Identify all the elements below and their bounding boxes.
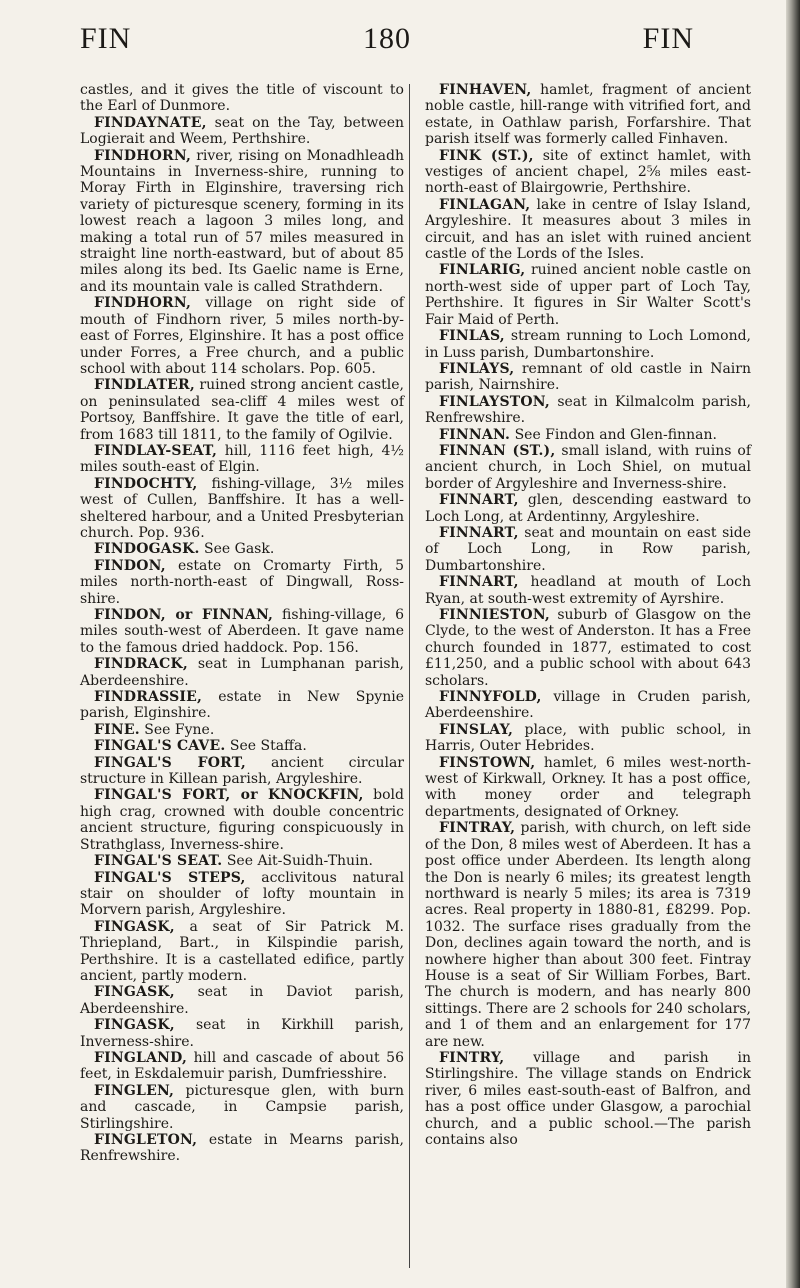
entry-headword: FINDHORN, <box>94 147 192 164</box>
entry-headword: FINGLETON, <box>94 1132 198 1148</box>
dictionary-entry <box>425 722 751 755</box>
entry-headword: FINLARIG, <box>439 262 526 279</box>
entry-text: bold high crag, crowned with double concentric ancient structure, figuring conspicuously in Strathglass, Inverness-shire. <box>80 787 404 853</box>
entry-headword: FINNAN (ST.), <box>439 442 556 459</box>
entry-text: village in Cruden parish, Aberdeenshire. <box>425 689 751 722</box>
dictionary-entry <box>425 197 751 263</box>
entry-headword: FINDAYNATE, <box>94 114 207 131</box>
dictionary-entry <box>80 853 404 869</box>
entry-text: ruined strong ancient castle, on peninsulated sea-cliff 4 miles west of Portsoy, Banffshire. It gave the title of earl, from 1683 till 1811, to the family of Ogilvie. <box>80 377 404 443</box>
right-column <box>425 82 751 1148</box>
entry-headword: FINGASK, <box>94 984 175 1001</box>
dictionary-entry <box>425 689 751 722</box>
dictionary-entry <box>80 919 404 985</box>
dictionary-entry <box>80 738 404 754</box>
dictionary-entry <box>80 607 404 656</box>
entry-text: hill and cascade of about 56 feet, in Eskdalemuir parish, Dumfriesshire. <box>80 1049 404 1083</box>
dictionary-entry <box>425 492 751 525</box>
entry-headword: FINNIESTON, <box>439 607 551 623</box>
entry-headword: FINNART, <box>439 492 519 509</box>
entry-text: picturesque glen, with burn and cascade, in Campsie parish, Stirlingshire. <box>80 1082 404 1132</box>
dictionary-entry <box>80 1017 404 1050</box>
dictionary-entry <box>80 787 404 853</box>
entry-headword: FINDLAY-SEAT, <box>94 442 218 459</box>
dictionary-entry <box>425 755 751 821</box>
entry-text: a seat of Sir Patrick M. Thriepland, Bart., in Kilspindie parish, Perthshire. It is a castellated edifice, partly ancient, partly modern. <box>80 918 404 984</box>
entry-text: lake in centre of Islay Island, Argyleshire. It measures about 3 miles in circuit, and has an islet with ruined ancient castle of the Lords of the Isles. <box>425 196 751 263</box>
dictionary-entry <box>80 722 404 738</box>
entry-text: hamlet, 6 miles west-north-west of Kirkwall, Orkney. It has a post office, with money order and telegraph departments, designated of Orkney. <box>425 754 751 820</box>
entry-headword: FINLAYS, <box>439 360 515 377</box>
entry-headword: FINGLAND, <box>94 1049 188 1066</box>
entry-text: See Staffa. <box>225 738 307 755</box>
dictionary-entry <box>80 82 404 115</box>
entry-headword: FINDOCHTY, <box>94 475 198 492</box>
dictionary-entry <box>80 443 404 476</box>
dictionary-entry <box>425 82 751 148</box>
entry-text: hill, 1116 feet high, 4½ miles south-east of Elgin. <box>80 442 404 476</box>
entry-headword: FINSLAY, <box>439 721 514 738</box>
page-number: 180 <box>363 22 411 55</box>
dictionary-entry <box>80 541 404 557</box>
entry-headword: FINGAL'S FORT, <box>94 754 246 771</box>
entry-text: hamlet, fragment of ancient noble castle, hill-range with vitrified fort, and estate, in Oathlaw parish, Forfarshire. That parish itself was formerly called Finhaven. <box>425 82 751 148</box>
page-header <box>80 22 694 62</box>
dictionary-entry <box>80 1083 404 1132</box>
entry-text: estate in Mearns parish, Renfrewshire. <box>80 1132 404 1165</box>
entry-headword: FINGAL'S SEAT. <box>94 853 223 870</box>
entry-headword: FINDON, <box>94 557 166 574</box>
entry-text: river, rising on Monadhleadh Mountains in Inverness-shire, running to Moray Firth in Elginshire, traversing rich variety of picturesque scenery, forming in its lowest reach a lagoon 3 miles long, and making a total run of 57 miles measured in straight line north-eastward, but of about 85 miles along its bed. Its Gaelic name is Erne, and its mountain vale is called Strathdern. <box>80 147 404 295</box>
entry-headword: FINGASK, <box>94 1017 175 1034</box>
entry-text: seat on the Tay, between Logierait and Weem, Perthshire. <box>80 114 404 148</box>
dictionary-entry <box>425 361 751 394</box>
entry-text: seat in Daviot parish, Aberdeenshire. <box>80 984 404 1017</box>
dictionary-entry <box>425 394 751 427</box>
entry-headword: FINGAL'S FORT, or KNOCKFIN, <box>94 787 364 804</box>
entry-headword: FINHAVEN, <box>439 82 532 98</box>
entry-text: ruined ancient noble castle on north-west side of upper part of Loch Tay, Perthshire. It figures in Sir Walter Scott's Fair Maid of Perth. <box>425 262 751 328</box>
entry-headword: FINTRY, <box>439 1049 505 1066</box>
entry-text: glen, descending eastward to Loch Long, at Ardentinny, Argyleshire. <box>425 492 751 525</box>
entry-headword: FINDON, or FINNAN, <box>94 607 274 623</box>
entry-headword: FINNART, <box>439 524 519 541</box>
running-head-right: FIN <box>642 22 694 55</box>
entry-text: suburb of Glasgow on the Clyde, to the west of Anderston. It has a Free church founded in 1877, estimated to cost £11,250, and a public school with about 643 scholars. <box>425 607 751 689</box>
entry-headword: FINSTOWN, <box>439 754 536 771</box>
dictionary-entry <box>425 607 751 689</box>
entry-headword: FINDLATER, <box>94 377 195 394</box>
dictionary-entry <box>80 689 404 722</box>
dictionary-entry <box>80 295 404 377</box>
dictionary-entry <box>425 148 751 197</box>
entry-text: See Gask. <box>199 541 275 558</box>
dictionary-entry <box>425 820 751 1050</box>
dictionary-entry <box>80 558 404 607</box>
dictionary-entry <box>425 574 751 607</box>
entry-headword: FINDRACK, <box>94 656 188 673</box>
entry-headword: FINNART, <box>439 574 519 591</box>
entry-headword: FINGAL'S STEPS, <box>94 869 246 886</box>
entry-headword: FINTRAY, <box>439 820 516 837</box>
entry-headword: FINE. <box>94 721 140 738</box>
entry-text: seat in Kirkhill parish, Inverness-shire. <box>80 1017 404 1050</box>
entry-text: village and parish in Stirlingshire. The village stands on Endrick river, 6 miles east-south-east of Balfron, and has a post office under Glasgow, a parochial church, and a public school.—The parish contains also <box>425 1049 751 1148</box>
dictionary-entry <box>425 262 751 328</box>
left-column <box>80 82 404 1165</box>
dictionary-entry <box>80 1050 404 1083</box>
entry-text: small island, with ruins of ancient church, in Loch Shiel, on mutual border of Argyleshire and Inverness-shire. <box>425 442 752 492</box>
entry-text: fishing-village, 6 miles south-west of Aberdeen. It gave name to the famous dried haddock. Pop. 156. <box>80 607 404 656</box>
entry-text: See Ait-Suidh-Thuin. <box>222 853 374 870</box>
entry-text: castles, and it gives the title of viscount to the Earl of Dunmore. <box>80 82 404 115</box>
entry-headword: FINDHORN, <box>94 295 192 312</box>
dictionary-entry <box>80 870 404 919</box>
entry-headword: FINLAGAN, <box>439 196 531 213</box>
entry-text: village on right side of mouth of Findhorn river, 5 miles north-by-east of Forres, Elginshire. It has a post office under Forres, a Free church, and a public school with about 114 scholars. Pop. 605. <box>80 295 404 377</box>
running-head-left: FIN <box>80 22 132 55</box>
entry-text: ancient circular structure in Killean parish, Argyleshire. <box>80 754 404 788</box>
entry-text: estate in New Spynie parish, Elginshire. <box>80 689 404 722</box>
entry-text: place, with public school, in Harris, Outer Hebrides. <box>425 721 751 755</box>
entry-text: parish, with church, on left side of the Don, 8 miles west of Aberdeen. It has a post office under Aberdeen. Its length along the Don is nearly 6 miles; its greatest length northward is nearly 5 miles; its area is 7319 acres. Real property in 1880-81, £8299. Pop. 1032. The surface rises gradually from the Don, declines again toward the north, and is nowhere higher than about 300 feet. Fintray House is a seat of Sir William Forbes, Bart. The church is modern, and has nearly 800 sittings. There are 2 schools for 240 scholars, and 1 of them and an enlargement for 177 are new. <box>425 820 751 1050</box>
dictionary-entry <box>80 984 404 1017</box>
entry-text: acclivitous natural stair on shoulder of lofty mountain in Morvern parish, Argyleshire. <box>80 869 404 919</box>
entry-headword: FINGAL'S CAVE. <box>94 738 226 755</box>
dictionary-entry <box>80 476 404 542</box>
book-edge-shadow <box>786 0 800 1288</box>
entry-headword: FINLAS, <box>439 328 505 345</box>
entry-headword: FINDRASSIE, <box>94 689 203 706</box>
dictionary-entry <box>80 148 404 296</box>
entry-text: See Fyne. <box>139 721 215 738</box>
entry-text: See Findon and Glen-finnan. <box>510 426 717 443</box>
dictionary-entry <box>425 427 751 443</box>
entry-text: seat in Kilmalcolm parish, Renfrewshire. <box>425 393 751 427</box>
entry-headword: FINK (ST.), <box>439 147 534 164</box>
entry-headword: FINLAYSTON, <box>439 393 550 410</box>
entry-text: stream running to Loch Lomond, in Luss parish, Dumbartonshire. <box>425 328 751 361</box>
entry-text: headland at mouth of Loch Ryan, at south-west extremity of Ayrshire. <box>425 574 751 607</box>
entry-text: remnant of old castle in Nairn parish, Nairnshire. <box>425 360 751 394</box>
dictionary-entry <box>80 377 404 443</box>
dictionary-entry <box>80 1132 404 1165</box>
entry-headword: FINGLEN, <box>94 1082 175 1099</box>
dictionary-entry <box>425 443 751 492</box>
dictionary-entry <box>80 755 404 788</box>
dictionary-entry <box>425 328 751 361</box>
entry-text: estate on Cromarty Firth, 5 miles north-north-east of Dingwall, Ross-shire. <box>80 557 404 607</box>
entry-text: site of extinct hamlet, with vestiges of ancient chapel, 2⅝ miles east-north-east of Blairgowrie, Perthshire. <box>425 147 751 197</box>
entry-text: fishing-village, 3½ miles west of Cullen, Banffshire. It has a well-sheltered harbour, and a United Presbyterian church. Pop. 936. <box>80 475 404 541</box>
entry-text: seat in Lumphanan parish, Aberdeenshire. <box>80 656 404 689</box>
entry-headword: FINNAN. <box>439 426 511 443</box>
dictionary-entry <box>425 525 751 574</box>
entry-headword: FINDOGASK. <box>94 541 200 558</box>
entry-headword: FINGASK, <box>94 918 175 935</box>
entry-headword: FINNYFOLD, <box>439 689 542 706</box>
entry-text: seat and mountain on east side of Loch Long, in Row parish, Dumbartonshire. <box>425 524 751 574</box>
dictionary-entry <box>425 1050 751 1148</box>
column-divider <box>409 84 410 1268</box>
dictionary-entry <box>80 656 404 689</box>
dictionary-entry <box>80 115 404 148</box>
